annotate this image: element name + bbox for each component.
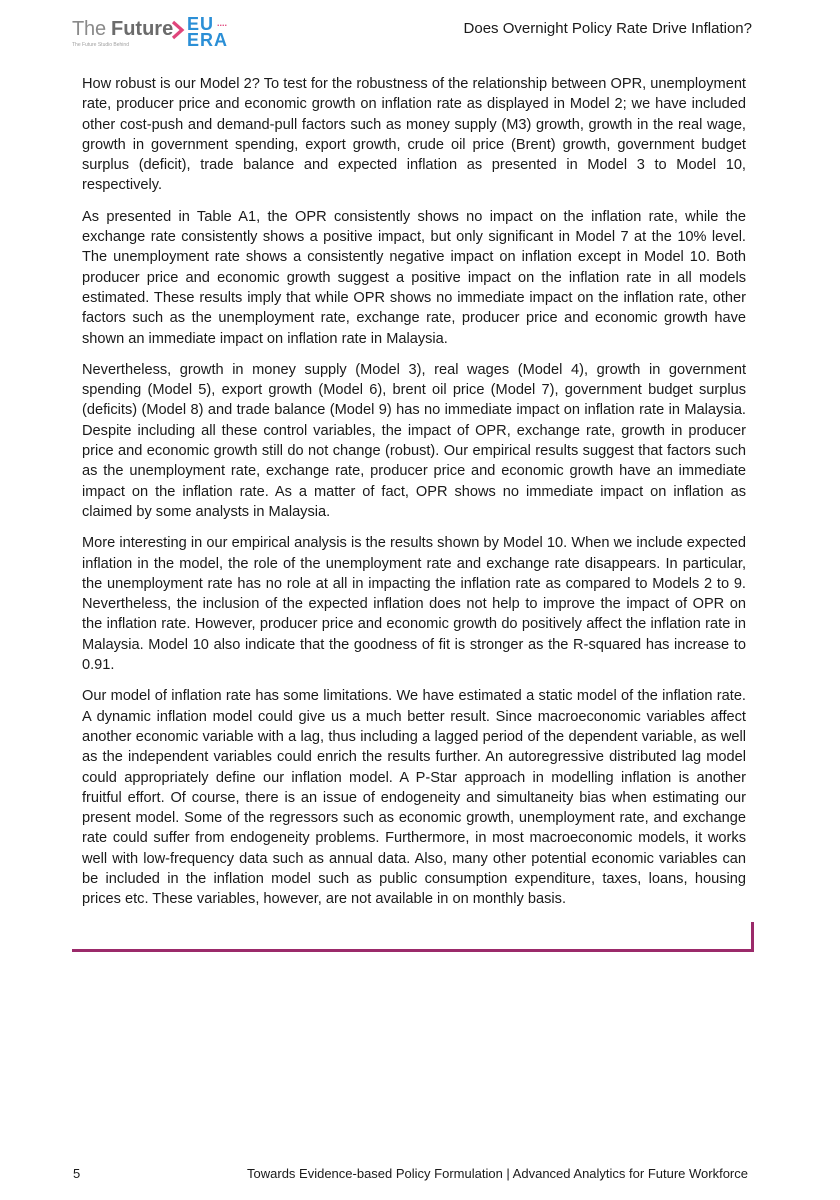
body-content bbox=[82, 74, 746, 921]
section-divider bbox=[72, 949, 754, 952]
logo-eu-text: EU bbox=[187, 14, 215, 34]
page-header bbox=[0, 0, 840, 60]
paragraph-robustness: How robust is our Model 2? To test for the robustness of the relationship between OPR, unemployment rate, producer price and economic growth on inflation rate as displayed in Model 2; we have included other cost-push and demand-pull factors such as money supply (M3) growth, growth in the real wage, growth in government spending, export growth, crude oil price (Brent) growth, government budget surplus (deficit), trade balance and expected inflation as presented in Model 3 to Model 10, respectively. bbox=[82, 76, 746, 194]
logo-dots: .... bbox=[217, 18, 228, 28]
logo-era-text: ERA bbox=[187, 30, 229, 50]
paragraph-table-a1: As presented in Table A1, the OPR consistently shows no impact on the inflation rate, while the exchange rate consistently shows a positive impact, but only significant in Model 7 at the 10% level. The unemployment rate shows a consistently negative impact on inflation except in Model 10. Both producer price and economic growth suggest a positive impact on the inflation rate in all models estimated. These results imply that while OPR shows no immediate impact on the inflation rate, other factors such as the unemployment rate, exchange rate, producer price and economic growth have shown an immediate impact on inflation rate in Malaysia. bbox=[82, 208, 746, 347]
section-divider-end bbox=[751, 922, 754, 952]
paragraph-model-10: More interesting in our empirical analysis is the results shown by Model 10. When we include expected inflation in the model, the role of the unemployment rate and exchange rate disappears. In particular, the unemployment rate has no role at all in impacting the inflation rate as compared to Models 2 to 9. Nevertheless, the inclusion of the expected inflation does not help to improve the impact of OPR on the inflation rate. However, producer price and economic growth do positively affect the inflation rate in Malaysia. Model 10 also indicate that the goodness of fit is stronger as the R-squared has increase to 0.91. bbox=[82, 535, 746, 674]
logo-future-text: Future bbox=[111, 18, 174, 40]
euera-logo bbox=[187, 16, 237, 52]
footer-text: Towards Evidence-based Policy Formulation | Advanced Analytics for Future Workforce bbox=[247, 1166, 748, 1181]
paragraph-limitations: Our model of inflation rate has some limitations. We have estimated a static model of the inflation rate. A dynamic inflation model could give us a much better result. Since macroeconomic variables affect another economic variable with a lag, thus including a lagged period of the dependent variable, as well as the independent variables could enrich the results further. An autoregressive distributed lag model could appropriately define our inflation model. A P-Star approach in modelling inflation is another fruitful effort. Of course, there is an issue of endogeneity and simultaneity bias when estimating our present model. Some of the regressors such as economic growth, unemployment rate, and exchange rate could suffer from endogeneity problems. Furthermore, in most macroeconomic models, it works well with low-frequency data such as annual data. Also, many other potential economic variables can be included in the inflation model such as public consumption expenditure, taxes, loans, housing prices etc. These variables, however, are not available in on monthly basis. bbox=[82, 688, 746, 908]
logo-the-text: The bbox=[72, 18, 106, 40]
chevron-right-icon bbox=[171, 20, 185, 40]
page-number: 5 bbox=[73, 1166, 81, 1181]
the-future-logo bbox=[72, 18, 187, 50]
paragraph-control-variables: Nevertheless, growth in money supply (Model 3), real wages (Model 4), growth in government spending (Model 5), export growth (Model 6), brent oil price (Model 7), government budget surplus (deficits) (Model 8) and trade balance (Model 9) has no immediate impact on inflation rate in Malaysia. Despite including all these control variables, the impact of OPR, exchange rate, growth in producer price and economic growth still do not change (robust). Our empirical results suggest that factors such as the unemployment rate, exchange rate, producer price and economic growth have an immediate impact on the inflation rate. As a matter of fact, OPR shows no immediate impact on inflation as claimed by some analysts in Malaysia. bbox=[82, 361, 746, 520]
document-title: Does Overnight Policy Rate Drive Inflation? bbox=[463, 20, 752, 37]
logo-tagline: The Future Studio Behind bbox=[72, 42, 129, 48]
